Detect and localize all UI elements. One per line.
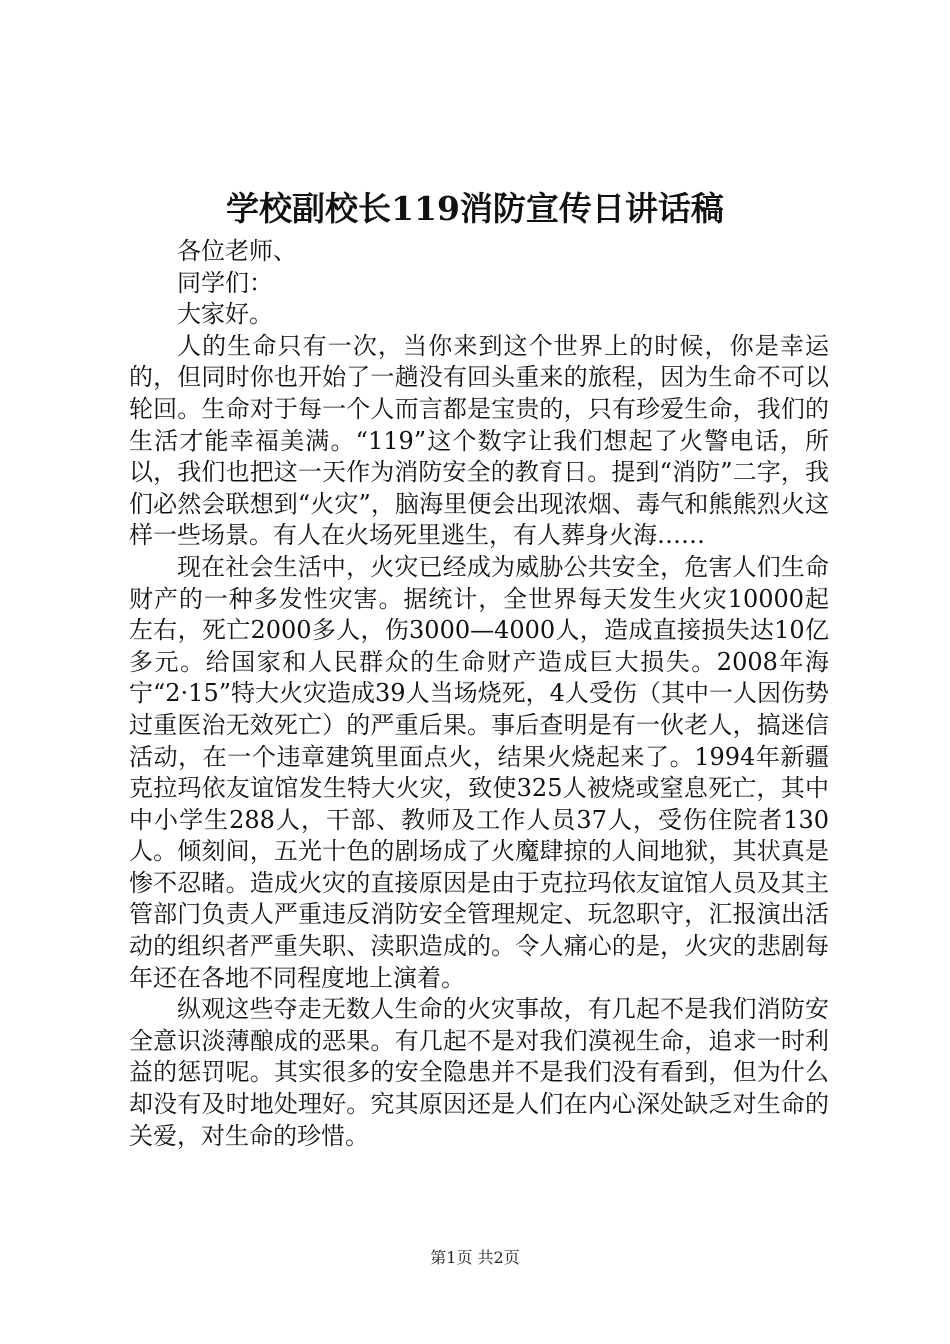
body-paragraph: 现在社会生活中，火灾已经成为威胁公共安全，危害人们生命财产的一种多发性灾害。据统计，全世界每天发生火灾10000起左右，死亡2000多人，伤3000—4000人，造成直接损失达10亿多元。给国家和人民群众的生命财产造成巨大损失。2008年海宁“2·15”特大火灾造成39人当场烧死，4人受伤（其中一人因伤势过重医治无效死亡）的严重后果。事后查明是有一伙老人，搞迷信活动，在一个违章建筑里面点火，结果火烧起来了。1994年新疆克拉玛依友谊馆发生特大火灾，致使325人被烧或窒息死亡，其中中小学生288人，干部、教师及工作人员37人，受伤住院者130人。倾刻间，五光十色的剧场成了火魔肆掠的人间地狱，其状真是惨不忍睹。造成火灾的直接原因是由于克拉玛依友谊馆人员及其主管部门负责人严重违反消防安全管理规定、玩忽职守，汇报演出活动的组织者严重失职、渎职造成的。令人痛心的是，火灾的悲剧每年还在各地不同程度地上演着。 bbox=[129, 552, 829, 992]
body-paragraph: 人的生命只有一次，当你来到这个世界上的时候，你是幸运的，但同时你也开始了一趟没有回头重来的旅程，因为生命不可以轮回。生命对于每一个人而言都是宝贵的，只有珍爱生命，我们的生活才能幸福美满。“119”这个数字让我们想起了火警电话，所以，我们也把这一天作为消防安全的教育日。提到“消防”二字，我们必然会联想到“火灾”，脑海里便会出现浓烟、毒气和熊熊烈火这样一些场景。有人在火场死里逃生，有人葬身火海…… bbox=[129, 331, 829, 550]
salutation-line: 各位老师、 bbox=[177, 237, 297, 265]
document-title: 学校副校长119消防宣传日讲话稿 bbox=[226, 189, 724, 228]
page-number: 第1页 共2页 bbox=[430, 1248, 520, 1267]
salutation-line: 大家好。 bbox=[177, 300, 273, 329]
body-paragraph: 纵观这些夺走无数人生命的火灾事故，有几起不是我们消防安全意识淡薄酿成的恶果。有几起不是对我们漠视生命，追求一时利益的惩罚呢。其实很多的安全隐患并不是我们没有看到，但为什么却没有及时地处理好。究其原因还是人们在内心深处缺乏对生命的关爱，对生命的珍惜。 bbox=[129, 995, 829, 1150]
salutation-line: 同学们： bbox=[177, 268, 273, 297]
document-body bbox=[129, 236, 829, 1152]
